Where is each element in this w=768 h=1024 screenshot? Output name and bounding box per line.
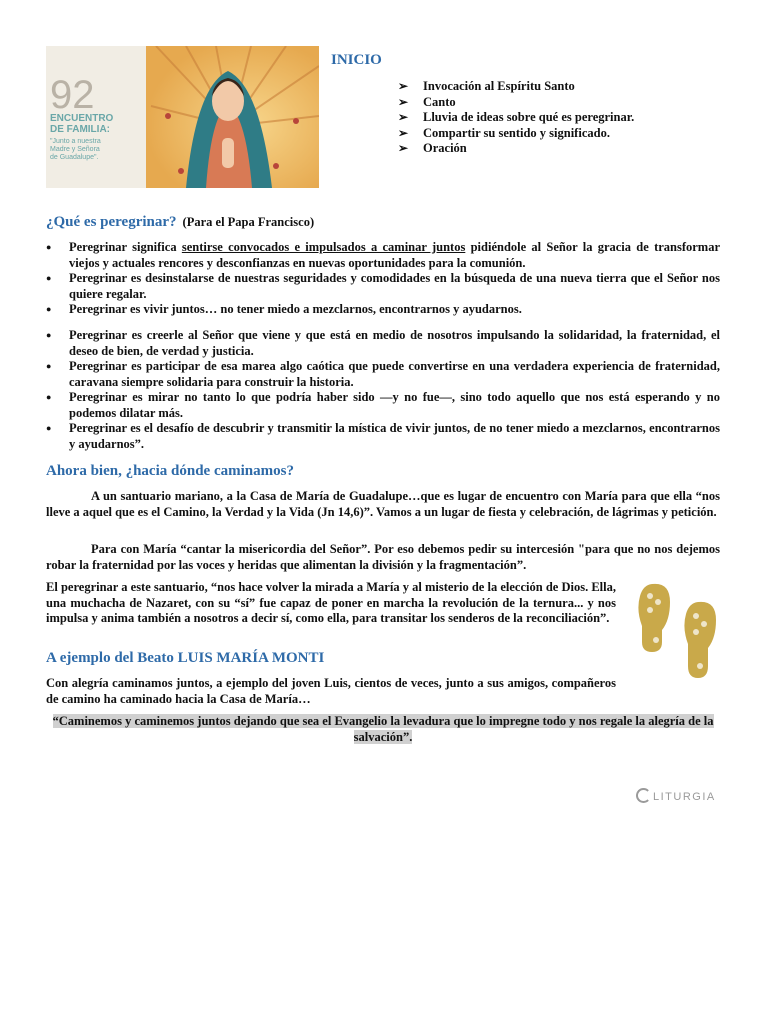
list-item: ● Peregrinar es creerle al Señor que viene y que está en medio de nosotros impulsando la solidaridad, la fraternidad, el deseo de bien, de verdad y justicia. [46, 328, 720, 359]
list-item: ➢ Compartir su sentido y significado. [398, 126, 634, 142]
banner-number: 92 [50, 73, 95, 117]
banner-tag2: Madre y Señora [50, 146, 100, 153]
list-item: ● Peregrinar es desinstalarse de nuestras seguridades y comodidades en la búsqueda de una nueva tierra que el Señor nos quiere regalar. [46, 271, 720, 302]
banner-tag1: "Junto a nuestra [50, 138, 101, 145]
list-item: ● Peregrinar es mirar no tanto lo que podría haber sido —y no fue—, sino todo aquello que nos está esperando y no podemos dilatar más. [46, 390, 720, 421]
list-item: ➢ Canto [398, 95, 634, 111]
text-part: pidiéndole al Señor la gracia de transformar viejos y actuales rencores y desconfianzas en nuevas oportunidades para la comunión. [69, 240, 721, 270]
list-item: ➢ Oración [398, 141, 634, 157]
list-item: ➢ Lluvia de ideas sobre qué es peregrinar. [398, 110, 634, 126]
section-title-que-es [46, 214, 314, 231]
paragraph: Para con María “cantar la misericordia del Señor”. Por eso debemos pedir su intercesión "para que no nos dejemos robar la fraternidad por las voces y heridas que alimentan la división y la fragmentación”. [46, 542, 720, 572]
peregrinar-list-a [46, 240, 720, 318]
list-item: ● Peregrinar es vivir juntos… no tener miedo a mezclarnos, encontrarnos y ayudarnos. [46, 302, 720, 318]
peregrinar-list-b [46, 328, 720, 452]
inicio-list [398, 79, 634, 157]
liturgia-logo [636, 788, 716, 803]
section-title-ahora: Ahora bien, ¿hacia dónde caminamos? [46, 463, 294, 479]
list-item [46, 240, 720, 271]
paragraph: Con alegría caminamos juntos, a ejemplo del joven Luis, cientos de veces, junto a sus amigos, compañeros de camino ha caminado hacia la Casa de María… [46, 676, 616, 706]
banner-line1: ENCUENTRO [50, 113, 114, 124]
list-item: ● Peregrinar es el desafío de descubrir y transmitir la mística de vivir juntos, de no tener miedo a mezclarnos, encontrarnos y ayudarnos”. [46, 421, 720, 452]
que-es-title: ¿Qué es peregrinar? [46, 214, 177, 230]
banner-tag3: de Guadalupe". [50, 154, 99, 161]
que-es-subtitle: (Para el Papa Francisco) [182, 215, 315, 229]
inicio-title: INICIO [331, 52, 382, 68]
underlined-phrase: sentirse convocados e impulsados a caminar juntos [181, 240, 466, 254]
highlight-quote [46, 714, 720, 745]
paragraph: El peregrinar a este santuario, “nos hace volver la mirada a María y al misterio de la elección de Dios. Ella, una muchacha de Nazaret, con su “sí” fue capaz de poner en marcha la revolución de la ternura... y nos impulsa y anima también a nosotros a decir sí, como ella, para transitar los senderos de la reconciliación”. [46, 580, 616, 625]
logo-text: LITURGIA [653, 791, 716, 803]
section-title-beato: A ejemplo del Beato LUIS MARÍA MONTI [46, 650, 325, 666]
list-item: ➢ Invocación al Espíritu Santo [398, 79, 634, 95]
paragraph: A un santuario mariano, a la Casa de María de Guadalupe…que es lugar de encuentro con María para que ella “nos lleve a aquel que es el Camino, la Verdad y la Vida (Jn 14,6)”. Vamos a un lugar de fiesta y celebración, de lágrimas y petición. [46, 489, 720, 519]
banner-image [46, 46, 319, 188]
banner-line2: DE FAMILIA: [50, 124, 110, 135]
text-part: Peregrinar significa [69, 240, 182, 254]
footprints-icon [632, 580, 722, 682]
logo-icon [636, 788, 651, 803]
list-item: ● Peregrinar es participar de esa marea algo caótica que puede convertirse en una verdadera experiencia de fraternidad, caravana siempre solidaria para construir la historia. [46, 359, 720, 390]
quote-text: “Caminemos y caminemos juntos dejando que sea el Evangelio la levadura que lo impregne todo y nos regale la alegría de la salvación”. [52, 714, 714, 744]
